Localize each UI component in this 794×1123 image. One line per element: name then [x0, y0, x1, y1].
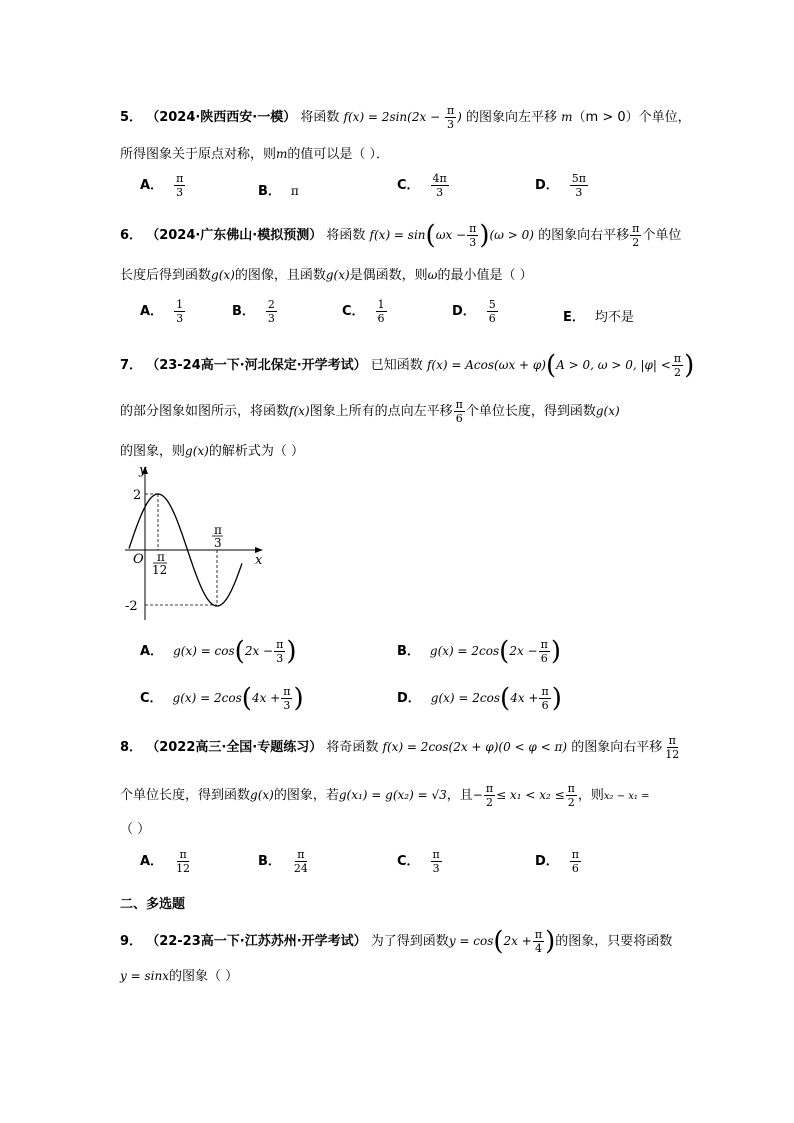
q5-line2-text-b: 的值可以是（ ）． — [287, 147, 390, 162]
q7-option-b[interactable]: B． g(x) = 2cos(2x − $\frac{\pi}{6}$ ) — [397, 636, 561, 667]
x1-num: π — [157, 550, 165, 564]
q8-line2-c: ，且 — [446, 788, 473, 803]
q8-line2-d: ，则 — [577, 788, 604, 803]
q7-option-a[interactable]: A． g(x) = cos(2x − $\frac{\pi}{3}$ ) — [140, 636, 297, 667]
q9-function: y = cos — [448, 934, 494, 948]
q6-source: （2024·广东佛山·模拟预测） — [146, 228, 323, 243]
q6-shift: $\frac{\pi}{2}$ — [632, 222, 640, 249]
q6-text1: 将函数 — [326, 228, 366, 243]
section-heading: 二、多选题 — [120, 897, 186, 912]
q9-line2 — [120, 965, 238, 984]
q7-line2-b: 图象上所有的点向左平移 — [309, 404, 453, 419]
q7-option-d[interactable]: D． g(x) = 2cos(4x + $\frac{\pi}{6}$ ) — [397, 683, 562, 714]
q5-line2-text: 所得图象关于原点对称，则 — [120, 147, 277, 162]
q9-sinx: y = sinx — [120, 969, 169, 983]
q7-number: 7． — [120, 358, 143, 373]
q9-fraction: $\frac{\pi}{4}$ — [534, 928, 543, 955]
q7-source: （23-24高一下·河北保定·开学考试） — [146, 358, 367, 373]
q9-text1: 为了得到函数 — [370, 934, 449, 949]
q8-line2 — [120, 782, 649, 809]
q6-option-c[interactable]: C． $\frac{1}{6}$ — [342, 298, 385, 325]
q5-line1 — [120, 104, 691, 131]
q5-option-b[interactable]: B． π — [258, 184, 299, 199]
q7-function: f(x) = Acos(ωx + φ) — [426, 358, 546, 372]
q7-g: g(x) — [595, 404, 620, 418]
q9-line1: 9． （22-23高一下·江苏苏州·开学考试） 为了得到函数y = cos(2x + $\frac{\pi}{4}$ )的图象，只要将函数 — [120, 926, 673, 957]
q8-minus: − — [472, 788, 483, 802]
q9-text2: 的图象，只要将函数 — [555, 934, 673, 949]
q5-number: 5． — [120, 110, 143, 125]
q8-line2-a: 个单位长度，得到函数 — [120, 788, 251, 803]
q5-m2: m — [276, 147, 288, 161]
x2-num: π — [214, 523, 222, 537]
q6-text2: 的图象向右平移 — [538, 228, 630, 243]
q8-option-c[interactable]: C． $\frac{\pi}{3}$ — [397, 848, 440, 875]
q7-text1: 已知函数 — [370, 358, 423, 373]
q5-condition: （m > 0） — [572, 110, 639, 125]
q6-text3: 个单位 — [642, 228, 682, 243]
q7-f: f(x) — [289, 404, 310, 418]
q6-line2-a: 长度后得到函数 — [120, 268, 212, 283]
q6-line2-b: 的图像，且函数 — [234, 268, 326, 283]
q6-option-d[interactable]: D． $\frac{5}{6}$ — [452, 298, 496, 325]
q6-inner: ωx − — [435, 228, 467, 242]
q8-text2: 的图象向右平移 — [571, 740, 663, 755]
q8-text1: 将奇函数 — [326, 740, 379, 755]
q6-option-e[interactable]: E． 均不是 — [563, 310, 634, 325]
q6-line2-d: 的最小值是（ ） — [437, 268, 533, 283]
q7-graph — [115, 460, 275, 625]
x2-den: 3 — [214, 536, 222, 550]
q8-line2-b: 的图象，若 — [273, 788, 339, 803]
q7-line2 — [120, 398, 620, 425]
q7-cond-fraction: $\frac{\pi}{2}$ — [673, 352, 682, 379]
q7-condition: A > 0, ω > 0, |φ| < — [556, 358, 671, 372]
q7-shift: $\frac{\pi}{6}$ — [455, 398, 463, 425]
q6-number: 6． — [120, 228, 143, 243]
q7-option-c[interactable]: C． g(x) = 2cos(4x + $\frac{\pi}{3}$ ) — [140, 683, 304, 714]
q8-option-b[interactable]: B． $\frac{\pi}{24}$ — [258, 848, 308, 875]
q8-shift: $\frac{\pi}{12}$ — [665, 734, 680, 761]
q5-source: （2024·陕西西安·一模） — [146, 110, 297, 125]
q6-g: g(x) — [211, 268, 235, 282]
q7-line2-a: 的部分图象如图所示，将函数 — [120, 404, 290, 419]
q6-line1: 6． （2024·广东佛山·模拟预测） 将函数 f(x) = sin(ωx − $\frac{\pi}{3}$ )(ω > 0) 的图象向右平移 $\frac{\pi}{2}$ 个单位 — [120, 220, 682, 251]
q8-ineq-frac-left: $\frac{\pi}{2}$ — [485, 782, 494, 809]
q6-function: f(x) = sin — [369, 228, 426, 242]
q5-option-d[interactable]: D． $\frac{5\pi}{3}$ — [535, 172, 587, 199]
q6-omega: ω — [427, 268, 438, 282]
q8-number: 8． — [120, 740, 143, 755]
q8-paren: （ ） — [120, 822, 151, 837]
q8-g: g(x) — [250, 788, 274, 802]
q8-line3 — [120, 818, 150, 837]
x1-den: 12 — [152, 563, 168, 577]
q6-g2: g(x) — [325, 268, 350, 282]
q7-line1: 7． （23-24高一下·河北保定·开学考试） 已知函数 f(x) = Acos(ωx + φ)(A > 0, ω > 0, |φ| < $\frac{\pi}{2}$ ) — [120, 350, 695, 381]
x-label: x — [255, 553, 263, 568]
q7-line3 — [120, 440, 304, 459]
q7-line2-c: 个单位长度，得到函数 — [465, 404, 596, 419]
q8-diff: x₂ − x₁ = — [603, 791, 650, 802]
q5-line2 — [120, 143, 389, 162]
q5-option-c[interactable]: C． $\frac{4\pi}{3}$ — [397, 172, 447, 199]
q6-condition: (ω > 0) — [489, 228, 534, 242]
q8-function: f(x) = 2cos(2x + φ)(0 < φ < π) — [382, 740, 568, 754]
q6-line2-c: 是偶函数，则 — [349, 268, 428, 283]
q7-line3-b: 的解析式为（ ） — [208, 444, 304, 459]
q9-line2-b: 的图象（ ） — [168, 969, 239, 984]
y-label: y — [139, 463, 147, 478]
q5-close: ) — [457, 110, 462, 124]
q5-fraction: $\frac{\pi}{3}$ — [446, 104, 455, 131]
q8-equation: g(x₁) = g(x₂) = √3 — [338, 788, 447, 802]
q6-line2 — [120, 264, 533, 283]
q8-option-d[interactable]: D． $\frac{\pi}{6}$ — [535, 848, 580, 875]
q6-fraction: $\frac{\pi}{3}$ — [469, 222, 477, 249]
q7-g2: g(x) — [185, 444, 209, 458]
q6-option-a[interactable]: A． $\frac{1}{3}$ — [140, 298, 184, 325]
q6-option-b[interactable]: B． $\frac{2}{3}$ — [232, 298, 275, 325]
q5-m: m — [561, 110, 573, 124]
q8-line1 — [120, 734, 682, 761]
q5-option-a[interactable]: A． $\frac{\pi}{3}$ — [140, 172, 184, 199]
q8-ineq-frac-right: $\frac{\pi}{2}$ — [567, 782, 575, 809]
ymin-label: -2 — [125, 599, 138, 614]
q5-function: f(x) = 2sin(2x − — [343, 110, 444, 124]
q8-option-a[interactable]: A． $\frac{\pi}{12}$ — [140, 848, 191, 875]
ymax-label: 2 — [133, 488, 142, 503]
q8-source: （2022高三·全国·专题练习） — [146, 740, 323, 755]
q9-inner: 2x + — [503, 934, 532, 948]
q5-text3: 个单位， — [638, 110, 691, 125]
q9-source: （22-23高一下·江苏苏州·开学考试） — [146, 934, 367, 949]
q7-line3-a: 的图象，则 — [120, 444, 186, 459]
q5-text2: 的图象向左平移 — [466, 110, 558, 125]
q9-number: 9． — [120, 934, 143, 949]
origin-label: O — [133, 552, 144, 567]
q8-ineq-mid: ≤ x₁ < x₂ ≤ — [496, 788, 565, 802]
q5-text1: 将函数 — [300, 110, 340, 125]
